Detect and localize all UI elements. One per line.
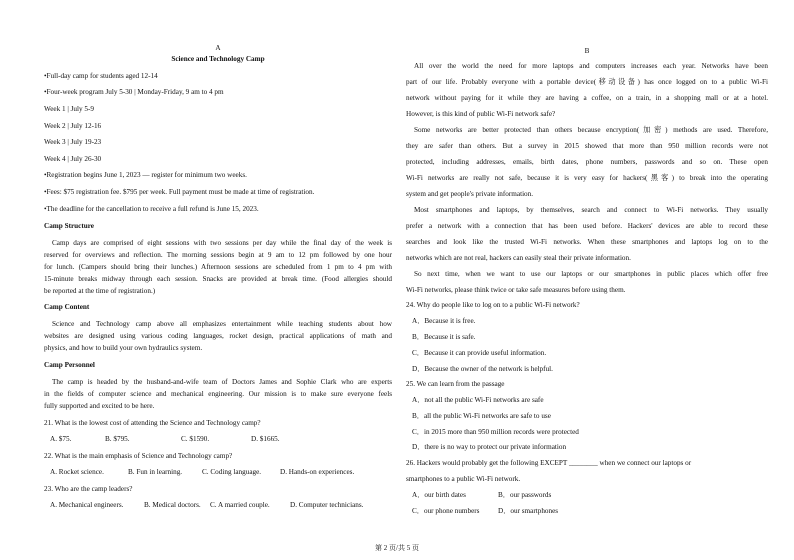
option[interactable]: B．all the public Wi-Fi networks are safe to use bbox=[412, 412, 551, 420]
paragraph-line: Wi-Fi networks, please think twice or take safe measures before using them. bbox=[406, 286, 626, 294]
option[interactable]: B．Because it is safe. bbox=[412, 333, 476, 341]
paragraph-line: searches and look like the trusted Wi-Fi networks. When these smartphones and laptops log on to the bbox=[406, 238, 768, 246]
option[interactable]: D. Hands-on experiences. bbox=[280, 468, 355, 476]
paragraph-line: protected, including addresses, emails, birth dates, phone numbers, passwords and so on. These open bbox=[406, 158, 768, 166]
option[interactable]: C．our phone numbers bbox=[412, 507, 480, 515]
option[interactable]: A．not all the public Wi-Fi networks are safe bbox=[412, 396, 544, 404]
paragraph-line: they are safer than others. But a survey in 2015 showed that more than 950 million records were not bbox=[406, 142, 768, 150]
personnel-heading: Camp Personnel bbox=[44, 361, 95, 369]
structure-line: be reported at the time of registration.) bbox=[44, 287, 156, 295]
personnel-line: The camp is headed by the husband-and-wife team of Doctors James and Sophie Clark who are experts bbox=[52, 378, 392, 386]
structure-line: reserved for overviews and reflection. The morning sessions begin at 9 am to 12 pm followed by one hour bbox=[44, 251, 392, 259]
passage-a-title: Science and Technology Camp bbox=[171, 55, 265, 63]
option[interactable]: A．Because it is free. bbox=[412, 317, 476, 325]
question-stem: 25. We can learn from the passage bbox=[406, 380, 505, 388]
page-number: 第 2 页/共 5 页 bbox=[375, 544, 419, 552]
paragraph-line: All over the world the need for more laptops and computers increases each year. Networks have been bbox=[414, 62, 768, 70]
question-stem: 24. Why do people like to log on to a public Wi-Fi network? bbox=[406, 301, 580, 309]
question-stem: 21. What is the lowest cost of attending the Science and Technology camp? bbox=[44, 419, 261, 427]
option[interactable]: A．our birth dates bbox=[412, 491, 466, 499]
paragraph-line: Wi-Fi networks are really not safe, because it is very easy for hackers(黑客) to break into the operating bbox=[406, 174, 768, 182]
content-heading: Camp Content bbox=[44, 303, 90, 311]
option[interactable]: D．there is no way to protect our private information bbox=[412, 443, 567, 451]
paragraph-line: Some networks are better protected than others because encryption(加密) methods are used. Therefore, bbox=[414, 126, 768, 134]
paragraph-line: Most smartphones and laptops, by themselves, search and connect to Wi-Fi networks. They usually bbox=[414, 206, 768, 214]
info-line: •The deadline for the cancellation to receive a full refund is June 15, 2023. bbox=[44, 205, 259, 213]
paragraph-line: So next time, when we want to use our laptops or our smartphones in public places which offer free bbox=[414, 270, 768, 278]
info-line: •Fees: $75 registration fee. $795 per week. Full payment must be made at time of registration. bbox=[44, 188, 315, 196]
option[interactable]: C．in 2015 more than 950 million records were protected bbox=[412, 428, 579, 436]
option[interactable]: B. $795. bbox=[105, 435, 130, 443]
info-line: •Full-day camp for students aged 12-14 bbox=[44, 72, 158, 80]
paragraph-line: However, is this kind of public Wi-Fi network safe? bbox=[406, 110, 556, 118]
question-options bbox=[50, 435, 280, 444]
personnel-line: in the fields of computer science and mechanical engineering. Our mission is to make sure everyone feels bbox=[44, 390, 392, 398]
paragraph-line: system and get people's private information. bbox=[406, 190, 534, 198]
structure-line: 15-minute breaks midway through each session. Snacks are provided at break time. (Food allergies should bbox=[44, 275, 392, 283]
content-line: Science and Technology camp above all emphasizes entertainment while teaching students about how bbox=[52, 320, 392, 328]
paragraph-line: networks which are not real, hackers can easily steal their private information. bbox=[406, 254, 631, 262]
passage-b-letter: B bbox=[584, 47, 590, 55]
info-line: Week 4 | July 26-30 bbox=[44, 155, 102, 163]
option[interactable]: B. Fun in learning. bbox=[128, 468, 183, 476]
question-stem: 22. What is the main emphasis of Science and Technology camp? bbox=[44, 452, 233, 460]
option[interactable]: D．Because the owner of the network is helpful. bbox=[412, 365, 553, 373]
option[interactable]: D．our smartphones bbox=[498, 507, 559, 515]
option[interactable]: B．our passwords bbox=[498, 491, 552, 499]
option[interactable]: A. Rocket science. bbox=[50, 468, 104, 476]
info-line: •Four-week program July 5-30 | Monday-Friday, 9 am to 4 pm bbox=[44, 88, 224, 96]
option[interactable]: B. Medical doctors. bbox=[144, 501, 201, 509]
option[interactable]: D. Computer technicians. bbox=[290, 501, 364, 509]
question-options bbox=[50, 468, 354, 477]
info-line: •Registration begins June 1, 2023 — register for minimum two weeks. bbox=[44, 171, 247, 179]
option[interactable]: A. $75. bbox=[50, 435, 72, 443]
option[interactable]: C. A married couple. bbox=[210, 501, 270, 509]
option[interactable]: A. Mechanical engineers. bbox=[50, 501, 124, 509]
option[interactable]: D. $1665. bbox=[251, 435, 280, 443]
passage-a-letter: A bbox=[215, 44, 221, 52]
paragraph-line: network without paying for it while they are having a coffee, on a train, in a shopping mall or at a hotel. bbox=[406, 94, 768, 102]
structure-heading: Camp Structure bbox=[44, 222, 94, 230]
question-stem: 26. Hackers would probably get the following EXCEPT ________ when we connect our laptops or bbox=[406, 459, 692, 467]
question-stem-continued: smartphones to a public Wi-Fi network. bbox=[406, 475, 521, 483]
personnel-line: fully supported and excited to be here. bbox=[44, 402, 155, 410]
structure-line: for lunch. (Campers should bring their lunches.) Afternoon sessions are scheduled from 1 pm to 4 pm with bbox=[44, 263, 392, 271]
structure-line: Camp days are comprised of eight sessions with two sessions per day while the final day of the week is bbox=[52, 239, 392, 247]
question-options bbox=[50, 501, 363, 510]
option[interactable]: C．Because it can provide useful information. bbox=[412, 349, 547, 357]
question-options bbox=[412, 507, 558, 516]
paragraph-line: part of our life. Probably everyone with a portable device(移动设备) has once logged on to a public Wi-Fi bbox=[406, 78, 768, 86]
question-stem: 23. Who are the camp leaders? bbox=[44, 485, 133, 493]
content-line: websites are designed using various coding languages, rocket design, practical applications of math and bbox=[44, 332, 392, 340]
question-options bbox=[412, 491, 551, 500]
content-line: physics, and how to build your own hydraulics system. bbox=[44, 344, 203, 352]
info-line: Week 2 | July 12-16 bbox=[44, 122, 102, 130]
option[interactable]: C. $1590. bbox=[181, 435, 210, 443]
info-line: Week 3 | July 19-23 bbox=[44, 138, 102, 146]
info-line: Week 1 | July 5-9 bbox=[44, 105, 94, 113]
option[interactable]: C. Coding language. bbox=[202, 468, 262, 476]
paragraph-line: prefer a network with a connection that has been used before. Hackers' devices are able to record these bbox=[406, 222, 768, 230]
